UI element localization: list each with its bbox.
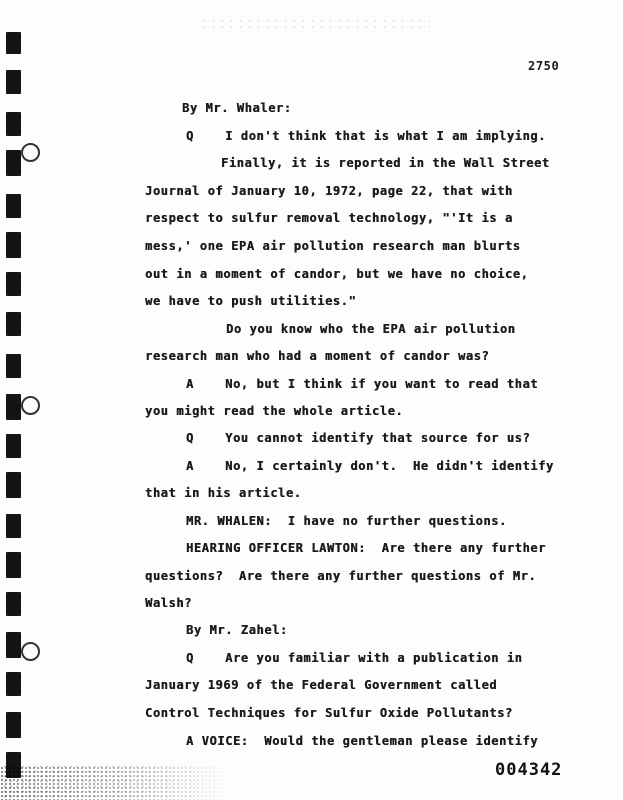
transcript-line: MR. WHALEN: I have no further questions. [186, 514, 507, 528]
transcript-line: A VOICE: Would the gentleman please identify [186, 734, 539, 748]
binding-bar [6, 272, 21, 296]
transcript-line: Do you know who the EPA air pollution [226, 322, 516, 336]
binding-bar [6, 514, 21, 538]
transcript-line: we have to push utilities." [145, 294, 357, 308]
binding-bar [6, 592, 21, 616]
binding-bar [6, 672, 21, 696]
binding-bar [6, 312, 21, 336]
transcript-line: research man who had a moment of candor was? [145, 349, 490, 363]
scan-noise [0, 766, 230, 800]
scan-noise [200, 18, 430, 30]
transcript-line: respect to sulfur removal technology, "'It is a [145, 211, 513, 225]
binding-bar [6, 712, 21, 738]
transcript-line: that in his article. [145, 486, 302, 500]
transcript-line: Walsh? [145, 596, 192, 610]
bates-number: 004342 [495, 760, 563, 780]
binding-bar [6, 394, 21, 420]
binding-bar [6, 434, 21, 458]
transcript-line: Finally, it is reported in the Wall Street [221, 156, 550, 170]
transcript-line: Journal of January 10, 1972, page 22, that with [145, 184, 513, 198]
transcript-line: Q Are you familiar with a publication in [186, 651, 523, 665]
transcript-line: By Mr. Zahel: [186, 623, 288, 637]
binding-bar [6, 632, 21, 658]
transcript-line: A No, but I think if you want to read that [186, 377, 539, 391]
binding-bar [6, 354, 21, 378]
binding-bar [6, 70, 21, 94]
binding-bar [6, 232, 21, 258]
binding-bar [6, 552, 21, 578]
binding-bar [6, 112, 21, 136]
binding-bar [6, 150, 21, 176]
transcript-line: Q I don't think that is what I am implying. [186, 129, 546, 143]
transcript-line: mess,' one EPA air pollution research man blurts [145, 239, 521, 253]
binding-bar [6, 32, 21, 54]
transcript-line: Control Techniques for Sulfur Oxide Pollutants? [145, 706, 513, 720]
binding-hole [21, 642, 40, 661]
transcript-line: Q You cannot identify that source for us? [186, 431, 531, 445]
page-number: 2750 [528, 59, 560, 73]
transcript-line: out in a moment of candor, but we have no choice, [145, 267, 529, 281]
transcript-line: January 1969 of the Federal Government called [145, 678, 498, 692]
binding-hole [21, 143, 40, 162]
transcript-line: A No, I certainly don't. He didn't identify [186, 459, 554, 473]
binding-hole [21, 396, 40, 415]
binding-bar [6, 194, 21, 218]
binding-edge [0, 0, 40, 800]
transcript-line: HEARING OFFICER LAWTON: Are there any further [186, 541, 546, 555]
transcript-line: you might read the whole article. [145, 404, 404, 418]
binding-bar [6, 472, 21, 498]
transcript-line: questions? Are there any further questions of Mr. [145, 569, 537, 583]
transcript-line: By Mr. Whaler: [182, 101, 292, 115]
